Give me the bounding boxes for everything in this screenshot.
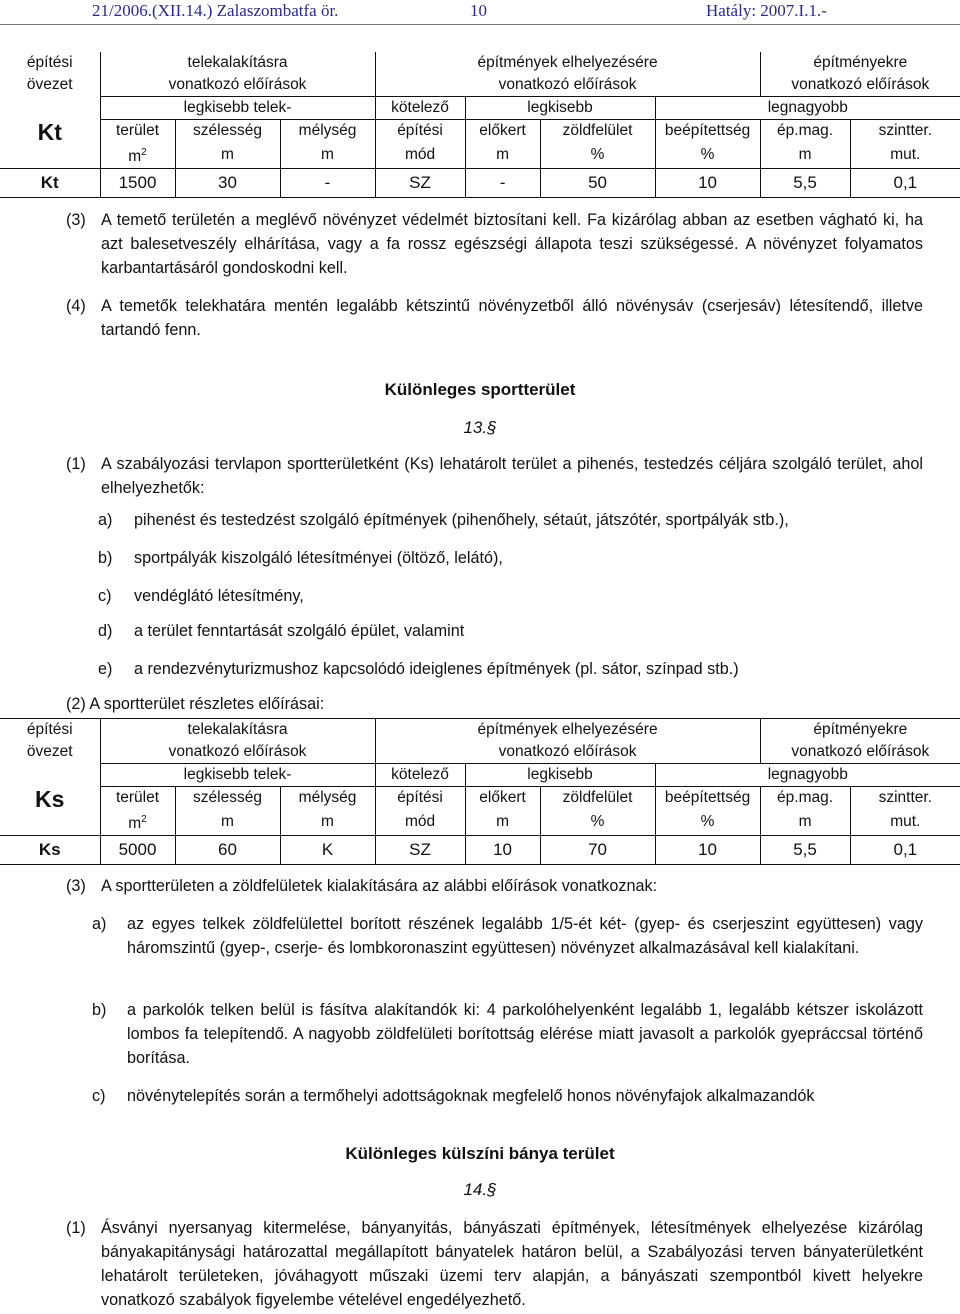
kt-v-zold: 50 [540, 169, 655, 198]
kt-u-m-3: m [465, 142, 540, 169]
ks-c-zoldfelulet: zöldfelület [540, 787, 655, 810]
s1-item-a: pihenést és testedzést szolgáló építmények (pihenőhely, sétaút, játszótér, sportpályák stb.), [134, 511, 789, 529]
ks-u-m-4: m [760, 809, 850, 836]
kt-u-m-2: m [280, 142, 375, 169]
kt-u-mut: mut. [850, 142, 960, 169]
s3-item-c: növénytelepítés során a termőhelyi adottságoknak megfelelő honos növényfajok alkalmazandók [127, 1087, 815, 1105]
ks-h-elh2: vonatkozó előírások [375, 741, 760, 764]
ks-h-telek2: vonatkozó előírások [100, 741, 375, 764]
ks-c-szintter: szintter. [850, 787, 960, 810]
section-13: 13.§ [463, 418, 497, 437]
ks-h-elh1: építmények elhelyezésére [375, 719, 760, 742]
ks-c-epitesi: építési [375, 787, 465, 810]
s3-number: (3) [66, 877, 86, 895]
ks-v-elokert: 10 [465, 836, 540, 865]
s1-number: (1) [66, 455, 86, 473]
b1-number: (1) [66, 1219, 86, 1237]
ks-h-kotelezo: kötelező [375, 764, 465, 787]
ks-u-pct-1: % [540, 809, 655, 836]
b1-text: Ásványi nyersanyag kitermelése, bányanyitás, bányászati építmények, létesítmények elhelyezése kizárólag bányakapitánysági határozattal megállapított bányatelek határon belül, a Szabályozási terven bányaterületként lehatárolt területeken, jóváhagyott műszaki üzemi terv alapján, a bányászati szempontból kivett helyekre vonatkozó szabályok figyelembe vételével engedélyezhető. [101, 1219, 923, 1309]
ks-v-szelesseg: 60 [175, 836, 280, 865]
s2-text: (2) A sportterület részletes előírásai: [66, 695, 325, 713]
kt-h-telek1: telekalakításra [100, 52, 375, 74]
s3-text: A sportterületen a zöldfelületek kialakítására az alábbi előírások vonatkoznak: [101, 877, 658, 895]
ks-v-terulet: 5000 [100, 836, 175, 865]
s1-text: A szabályozási tervlapon sportterületként (Ks) lehatárolt terület a pihenés, testedzés céljára szolgáló terület, ahol elhelyezhetők: [101, 455, 923, 497]
kt-c-epitesi: építési [375, 120, 465, 143]
kt-v-melyseg: - [280, 169, 375, 198]
kt-v-beep: 10 [655, 169, 760, 198]
ks-v-melyseg: K [280, 836, 375, 865]
kt-v-szintter: 0,1 [850, 169, 960, 198]
ks-u-m-1: m [175, 809, 280, 836]
s3-item-c-key: c) [92, 1087, 106, 1105]
kt-h-elh1: építmények elhelyezésére [375, 52, 760, 74]
header-left: 21/2006.(XII.14.) Zalaszombatfa ör. [92, 1, 339, 20]
banya-title: Különleges külszíni bánya terület [345, 1144, 615, 1163]
ks-h-epm2: vonatkozó előírások [760, 741, 960, 764]
kt-c-szintter: szintter. [850, 120, 960, 143]
kt-h-legkisebb: legkisebb [465, 97, 655, 120]
kt-h-elh2: vonatkozó előírások [375, 74, 760, 97]
ks-h-telek1: telekalakításra [100, 719, 375, 742]
s3-item-a-key: a) [92, 915, 107, 933]
header-rule [0, 24, 960, 25]
s1-item-d-key: d) [98, 622, 113, 640]
kt-v-elokert: - [465, 169, 540, 198]
ks-c-epmag: ép.mag. [760, 787, 850, 810]
kt-c-terulet: terület [100, 120, 175, 143]
ks-u-m-3: m [465, 809, 540, 836]
kt-c-elokert: előkert [465, 120, 540, 143]
ks-values-row [0, 836, 960, 865]
ks-v-zone: Ks [0, 836, 100, 865]
ks-h-legkisebb-telek: legkisebb telek- [100, 764, 375, 787]
kt-u-m-1: m [175, 142, 280, 169]
ks-h-epitesi: építési [0, 719, 100, 742]
kt-regulation-table [0, 52, 960, 198]
ks-zone-label: Ks [35, 786, 65, 813]
ks-h-ovezet: övezet [26, 743, 73, 761]
ks-c-terulet: terület [100, 787, 175, 810]
kt-c-beepitettseg: beépítettség [655, 120, 760, 143]
s1-item-a-key: a) [98, 511, 113, 529]
ks-c-melyseg: mélység [280, 787, 375, 810]
page-header [0, 0, 960, 26]
kt-v-epitesi: SZ [375, 169, 465, 198]
kt-h-legnagyobb: legnagyobb [655, 97, 960, 120]
kt-u-mod: mód [375, 142, 465, 169]
ks-v-szintter: 0,1 [850, 836, 960, 865]
s1-item-c: vendéglátó létesítmény, [134, 587, 304, 605]
ks-v-epmag: 5,5 [760, 836, 850, 865]
kt-c-epmag: ép.mag. [760, 120, 850, 143]
ks-c-elokert: előkert [465, 787, 540, 810]
kt-zone-label: Kt [37, 119, 62, 146]
ks-h-legkisebb: legkisebb [465, 764, 655, 787]
kt-h-epitesi: építési [26, 54, 73, 71]
sport-title: Különleges sportterület [384, 380, 576, 399]
p4-number: (4) [66, 297, 86, 315]
kt-c-szelesseg: szélesség [175, 120, 280, 143]
ks-v-epitesi: SZ [375, 836, 465, 865]
ks-u-pct-2: % [655, 809, 760, 836]
ks-u-m2: $m^2$ [100, 809, 175, 836]
kt-v-terulet: 1500 [100, 169, 175, 198]
ks-u-mod: mód [375, 809, 465, 836]
kt-c-zoldfelulet: zöldfelület [540, 120, 655, 143]
kt-h-legkisebb-telek: legkisebb telek- [100, 97, 375, 120]
kt-u-pct-2: % [655, 142, 760, 169]
ks-u-mut: mut. [850, 809, 960, 836]
kt-h-epm1: építményekre [760, 52, 960, 74]
kt-u-m-4: m [760, 142, 850, 169]
s1-item-e-key: e) [98, 660, 113, 678]
p3-text: A temető területén a meglévő növényzet védelmét biztosítani kell. Fa kizárólag abban az esetben vágható ki, ha azt balesetveszély elhárítása, vagy a fa rossz egészségi állapota teszi szükségessé. A növényzet folyamatos karbantartásáról gondoskodni kell. [101, 211, 923, 277]
ks-c-szelesseg: szélesség [175, 787, 280, 810]
s3-item-b: a parkolók telken belül is fásítva alakítandók ki: 4 parkolóhelyenként legalább 1, legalább kétszer iskolázott lombos fa telepítendő. A nagyobb zöldfelületi borítottság elérése miatt javasolt a parkolók gyepráccsal történő borítása. [127, 1001, 923, 1067]
kt-h-kotelezo: kötelező [375, 97, 465, 120]
p3-number: (3) [66, 211, 86, 229]
ks-h-legnagyobb: legnagyobb [655, 764, 960, 787]
s1-item-d: a terület fenntartását szolgáló épület, valamint [134, 622, 465, 640]
s3-item-a: az egyes telkek zöldfelülettel borított részének legalább 1/5-ét két- (gyep- és cserjeszint együttesen) vagy háromszintű (gyep-, cserje- és lombkoronaszint együttesen) növényzet alkalmazásával kell kialakítani. [127, 915, 923, 957]
kt-h-ovezet: övezet [26, 76, 73, 94]
ks-c-beepitettseg: beépítettség [655, 787, 760, 810]
header-right: Hatály: 2007.I.1.- [706, 1, 827, 20]
kt-values-row [0, 169, 960, 198]
kt-u-m2: $m^2$ [100, 142, 175, 169]
ks-v-zold: 70 [540, 836, 655, 865]
ks-u-m-2: m [280, 809, 375, 836]
ks-regulation-table [0, 718, 960, 865]
kt-u-pct-1: % [540, 142, 655, 169]
kt-v-zone: Kt [0, 169, 100, 198]
p4-text: A temetők telekhatára mentén legalább kétszintű növényzetből álló növénysáv (cserjesáv) létesítendő, illetve tartandó fenn. [101, 297, 923, 339]
kt-c-melyseg: mélység [280, 120, 375, 143]
s1-item-b: sportpályák kiszolgáló létesítményei (öltöző, lelátó), [134, 549, 503, 567]
kt-h-telek2: vonatkozó előírások [100, 74, 375, 97]
kt-v-szelesseg: 30 [175, 169, 280, 198]
kt-v-epmag: 5,5 [760, 169, 850, 198]
s1-item-c-key: c) [98, 587, 112, 605]
ks-v-beep: 10 [655, 836, 760, 865]
s3-item-b-key: b) [92, 1001, 107, 1019]
section-14: 14.§ [463, 1180, 497, 1199]
kt-h-epm2: vonatkozó előírások [760, 74, 960, 97]
s1-item-b-key: b) [98, 549, 113, 567]
ks-h-epm1: építményekre [760, 719, 960, 742]
header-center: 10 [470, 1, 487, 20]
s1-item-e: a rendezvényturizmushoz kapcsolódó ideiglenes építmények (pl. sátor, színpad stb.) [134, 660, 739, 678]
